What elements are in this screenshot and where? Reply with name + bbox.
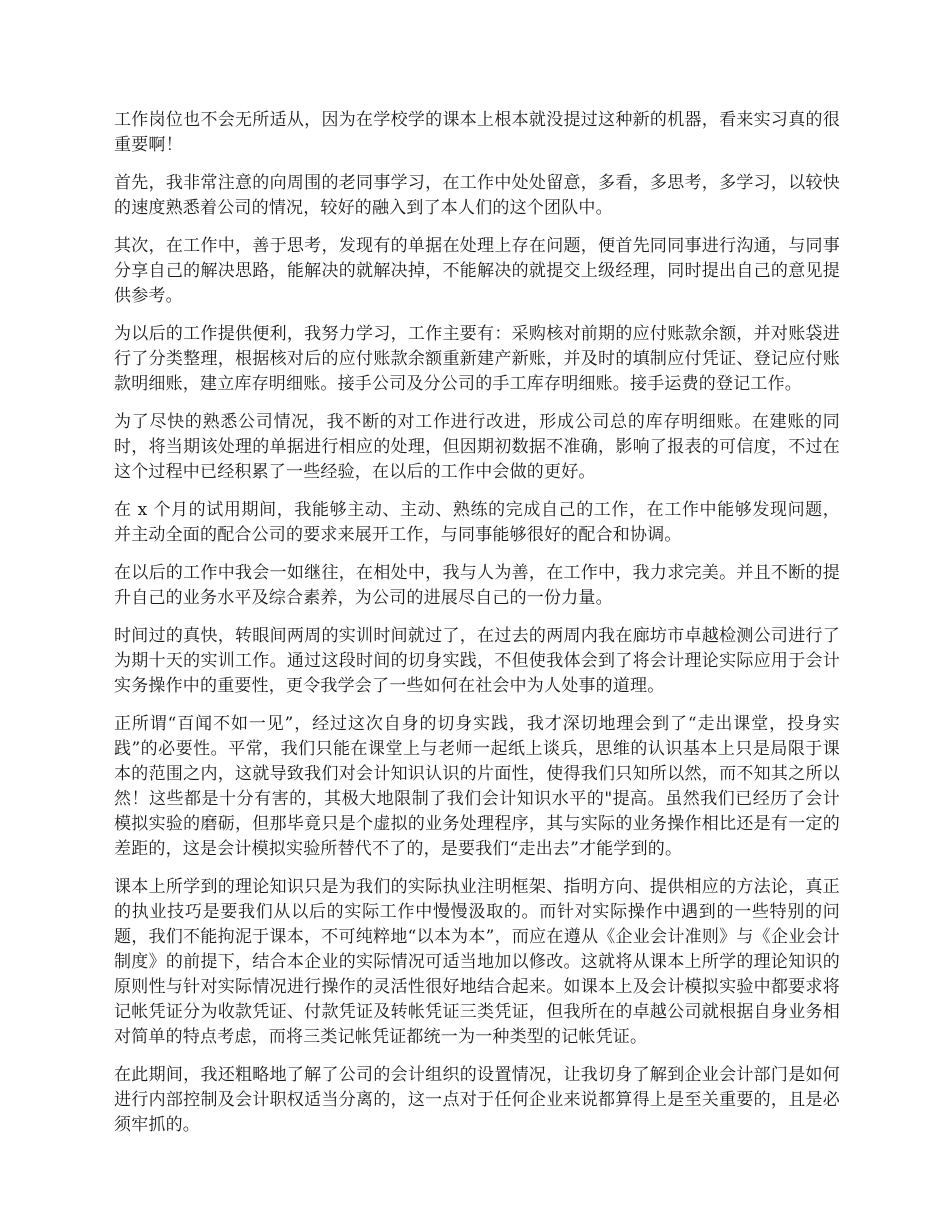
paragraph-8: 时间过的真快，转眼间两周的实训时间就过了，在过去的两周内我在廊坊市卓越检测公司进行了为期十天的实训工作。通过这段时间的切身实践，不但使我体会到了将会计理论实际应用于会计实务操作中的重要性，更令我学会了一些如何在社会中为人处事的道理。 (114, 626, 840, 696)
paragraph-4: 为以后的工作提供便利，我努力学习，工作主要有：采购核对前期的应付账款余额，并对账袋进行了分类整理，根据核对后的应付账款余额重新建产新账，并及时的填制应付凭证、登记应付账款明细账，建立库存明细账。接手公司及分公司的手工库存明细账。接手运费的登记工作。 (114, 324, 840, 394)
paragraph-2: 首先，我非常注意的向周围的老同事学习，在工作中处处留意，多看，多思考，多学习，以较快的速度熟悉着公司的情况，较好的融入到了本人们的这个团队中。 (114, 173, 840, 218)
paragraph-6: 在 x 个月的试用期间，我能够主动、主动、熟练的完成自己的工作，在工作中能够发现问题，并主动全面的配合公司的要求来展开工作，与同事能够很好的配合和协调。 (114, 500, 840, 545)
paragraph-7: 在以后的工作中我会一如继往，在相处中，我与人为善，在工作中，我力求完美。并且不断的提升自己的业务水平及综合素养，为公司的进展尽自己的一份力量。 (114, 563, 840, 608)
document-page (114, 108, 840, 1151)
paragraph-9: 正所谓“百闻不如一见”，经过这次自身的切身实践，我才深切地理会到了“走出课堂，投身实践”的必要性。平常，我们只能在课堂上与老师一起纸上谈兵，思维的认识基本上只是局限于课本的范围之内，这就导致我们对会计知识认识的片面性，使得我们只知所以然，而不知其之所以然！这些都是十分有害的，其极大地限制了我们会计知识水平的"提高。虽然我们已经历了会计模拟实验的磨砺，但那毕竟只是个虚拟的业务处理程序，其与实际的业务操作相比还是有一定的差距的，这是会计模拟实验所替代不了的，是要我们“走出去”才能学到的。 (114, 714, 840, 859)
paragraph-3: 其次，在工作中，善于思考，发现有的单据在处理上存在问题，便首先同同事进行沟通，与同事分享自己的解决思路，能解决的就解决掉，不能解决的就提交上级经理，同时提出自己的意见提供参考。 (114, 236, 840, 306)
paragraph-1: 工作岗位也不会无所适从，因为在学校学的课本上根本就没提过这种新的机器，看来实习真的很重要啊！ (114, 110, 840, 155)
paragraph-10: 课本上所学到的理论知识只是为我们的实际执业注明框架、指明方向、提供相应的方法论，真正的执业技巧是要我们从以后的实际工作中慢慢汲取的。而针对实际操作中遇到的一些特别的问题，我们不能拘泥于课本，不可纯粹地“以本为本”，而应在遵从《企业会计准则》与《企业会计制度》的前提下，结合本企业的实际情况可适当地加以修改。这就将从课本上所学的理论知识的原则性与针对实际情况进行操作的灵活性很好地结合起来。如课本上及会计模拟实验中都要求将记帐凭证分为收款凭证、付款凭证及转帐凭证三类凭证，但我所在的卓越公司就根据自身业务相对简单的特点考虑，而将三类记帐凭证都统一为一种类型的记帐凭证。 (114, 877, 840, 1047)
paragraph-11: 在此期间，我还粗略地了解了公司的会计组织的设置情况，让我切身了解到企业会计部门是如何进行内部控制及会计职权适当分离的，这一点对于任何企业来说都算得上是至关重要的，且是必须牢抓的。 (114, 1065, 840, 1135)
paragraph-5: 为了尽快的熟悉公司情况，我不断的对工作进行改进，形成公司总的库存明细账。在建账的同时，将当期该处理的单据进行相应的处理，但因期初数据不准确，影响了报表的可信度，不过在这个过程中已经积累了一些经验，在以后的工作中会做的更好。 (114, 412, 840, 482)
